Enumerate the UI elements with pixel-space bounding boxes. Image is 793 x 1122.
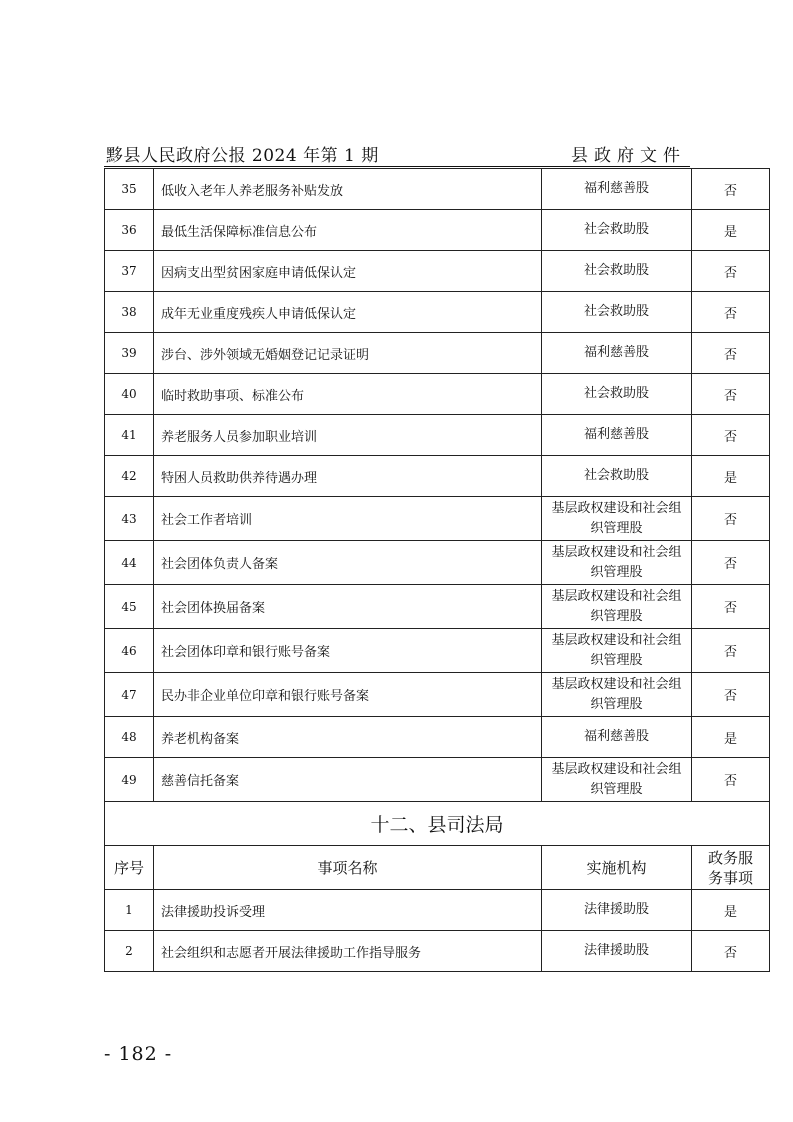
- agency-line-2: 织管理股: [590, 608, 643, 624]
- row-number: 38: [105, 292, 154, 333]
- implementing-agency: [542, 585, 692, 629]
- table-row: [105, 629, 770, 673]
- item-name: 民办非企业单位印章和银行账号备案: [154, 673, 542, 717]
- table-row: [105, 169, 770, 210]
- implementing-agency: 法律援助股: [542, 931, 692, 972]
- implementing-agency: 福利慈善股: [542, 333, 692, 374]
- is-service-item: 否: [692, 292, 770, 333]
- is-service-item: 否: [692, 251, 770, 292]
- column-header-number: 序号: [105, 846, 154, 890]
- agency-line-1: 基层政权建设和社会组: [551, 632, 682, 648]
- row-number: 2: [105, 931, 154, 972]
- agency-line-2: 织管理股: [590, 520, 643, 536]
- item-name: 养老服务人员参加职业培训: [154, 415, 542, 456]
- implementing-agency: 社会救助股: [542, 456, 692, 497]
- row-number: 43: [105, 497, 154, 541]
- section-title: 十二、县司法局: [105, 802, 770, 846]
- is-service-item: 否: [692, 758, 770, 802]
- agency-line-1: 基层政权建设和社会组: [551, 500, 682, 516]
- row-number: 39: [105, 333, 154, 374]
- table-row: [105, 497, 770, 541]
- implementing-agency: [542, 629, 692, 673]
- agency-line-2: 织管理股: [590, 781, 643, 797]
- is-service-item: 否: [692, 629, 770, 673]
- column-header-service: [692, 846, 770, 890]
- item-name: 低收入老年人养老服务补贴发放: [154, 169, 542, 210]
- item-name: 社会团体换届备案: [154, 585, 542, 629]
- row-number: 36: [105, 210, 154, 251]
- page-number: - 182 -: [104, 1043, 173, 1065]
- implementing-agency: 福利慈善股: [542, 169, 692, 210]
- item-name: 因病支出型贫困家庭申请低保认定: [154, 251, 542, 292]
- agency-line-1: 基层政权建设和社会组: [551, 544, 682, 560]
- item-name: 最低生活保障标准信息公布: [154, 210, 542, 251]
- table-row: [105, 890, 770, 931]
- row-number: 1: [105, 890, 154, 931]
- is-service-item: 是: [692, 890, 770, 931]
- agency-line-2: 织管理股: [590, 652, 643, 668]
- row-number: 41: [105, 415, 154, 456]
- column-header-service-line-1: 政务服: [707, 848, 753, 867]
- is-service-item: 否: [692, 673, 770, 717]
- item-name: 养老机构备案: [154, 717, 542, 758]
- item-name: 社会工作者培训: [154, 497, 542, 541]
- column-header-service-line-2: 务事项: [707, 868, 753, 887]
- row-number: 45: [105, 585, 154, 629]
- is-service-item: 否: [692, 585, 770, 629]
- table-row: [105, 415, 770, 456]
- implementing-agency: [542, 541, 692, 585]
- is-service-item: 否: [692, 541, 770, 585]
- implementing-agency: 福利慈善股: [542, 717, 692, 758]
- row-number: 35: [105, 169, 154, 210]
- agency-line-2: 织管理股: [590, 696, 643, 712]
- implementing-agency: [542, 497, 692, 541]
- implementing-agency: 福利慈善股: [542, 415, 692, 456]
- row-number: 46: [105, 629, 154, 673]
- column-header-name: 事项名称: [154, 846, 542, 890]
- row-number: 37: [105, 251, 154, 292]
- implementing-agency: 社会救助股: [542, 251, 692, 292]
- is-service-item: 是: [692, 210, 770, 251]
- table-row: [105, 931, 770, 972]
- implementing-agency: 社会救助股: [542, 374, 692, 415]
- agency-line-2: 织管理股: [590, 564, 643, 580]
- is-service-item: 否: [692, 333, 770, 374]
- is-service-item: 是: [692, 456, 770, 497]
- is-service-item: 否: [692, 169, 770, 210]
- is-service-item: 否: [692, 497, 770, 541]
- is-service-item: 是: [692, 717, 770, 758]
- table-row: [105, 758, 770, 802]
- item-name: 法律援助投诉受理: [154, 890, 542, 931]
- table-row: [105, 292, 770, 333]
- row-number: 47: [105, 673, 154, 717]
- header-divider: [104, 166, 690, 167]
- item-name: 慈善信托备案: [154, 758, 542, 802]
- table-header-row: [105, 846, 770, 890]
- item-name: 涉台、涉外领域无婚姻登记记录证明: [154, 333, 542, 374]
- table-row: [105, 374, 770, 415]
- section-heading-row: [105, 802, 770, 846]
- is-service-item: 否: [692, 374, 770, 415]
- table-row: [105, 717, 770, 758]
- agency-line-1: 基层政权建设和社会组: [551, 676, 682, 692]
- row-number: 49: [105, 758, 154, 802]
- table-row: [105, 251, 770, 292]
- implementing-agency: 社会救助股: [542, 292, 692, 333]
- item-name: 成年无业重度残疾人申请低保认定: [154, 292, 542, 333]
- row-number: 42: [105, 456, 154, 497]
- row-number: 48: [105, 717, 154, 758]
- item-name: 临时救助事项、标准公布: [154, 374, 542, 415]
- implementing-agency: 法律援助股: [542, 890, 692, 931]
- row-number: 44: [105, 541, 154, 585]
- implementing-agency: [542, 758, 692, 802]
- agency-line-1: 基层政权建设和社会组: [551, 761, 682, 777]
- items-table: [104, 168, 770, 972]
- item-name: 特困人员救助供养待遇办理: [154, 456, 542, 497]
- table-row: [105, 541, 770, 585]
- running-header-title: 黟县人民政府公报 2024 年第 1 期: [106, 146, 379, 166]
- running-header-section: 县政府文件: [571, 146, 686, 166]
- table-row: [105, 456, 770, 497]
- column-header-agency: 实施机构: [542, 846, 692, 890]
- agency-line-1: 基层政权建设和社会组: [551, 588, 682, 604]
- item-name: 社会组织和志愿者开展法律援助工作指导服务: [154, 931, 542, 972]
- implementing-agency: [542, 673, 692, 717]
- table-row: [105, 585, 770, 629]
- table-row: [105, 333, 770, 374]
- item-name: 社会团体负责人备案: [154, 541, 542, 585]
- is-service-item: 否: [692, 931, 770, 972]
- is-service-item: 否: [692, 415, 770, 456]
- item-name: 社会团体印章和银行账号备案: [154, 629, 542, 673]
- table-row: [105, 210, 770, 251]
- row-number: 40: [105, 374, 154, 415]
- table-row: [105, 673, 770, 717]
- implementing-agency: 社会救助股: [542, 210, 692, 251]
